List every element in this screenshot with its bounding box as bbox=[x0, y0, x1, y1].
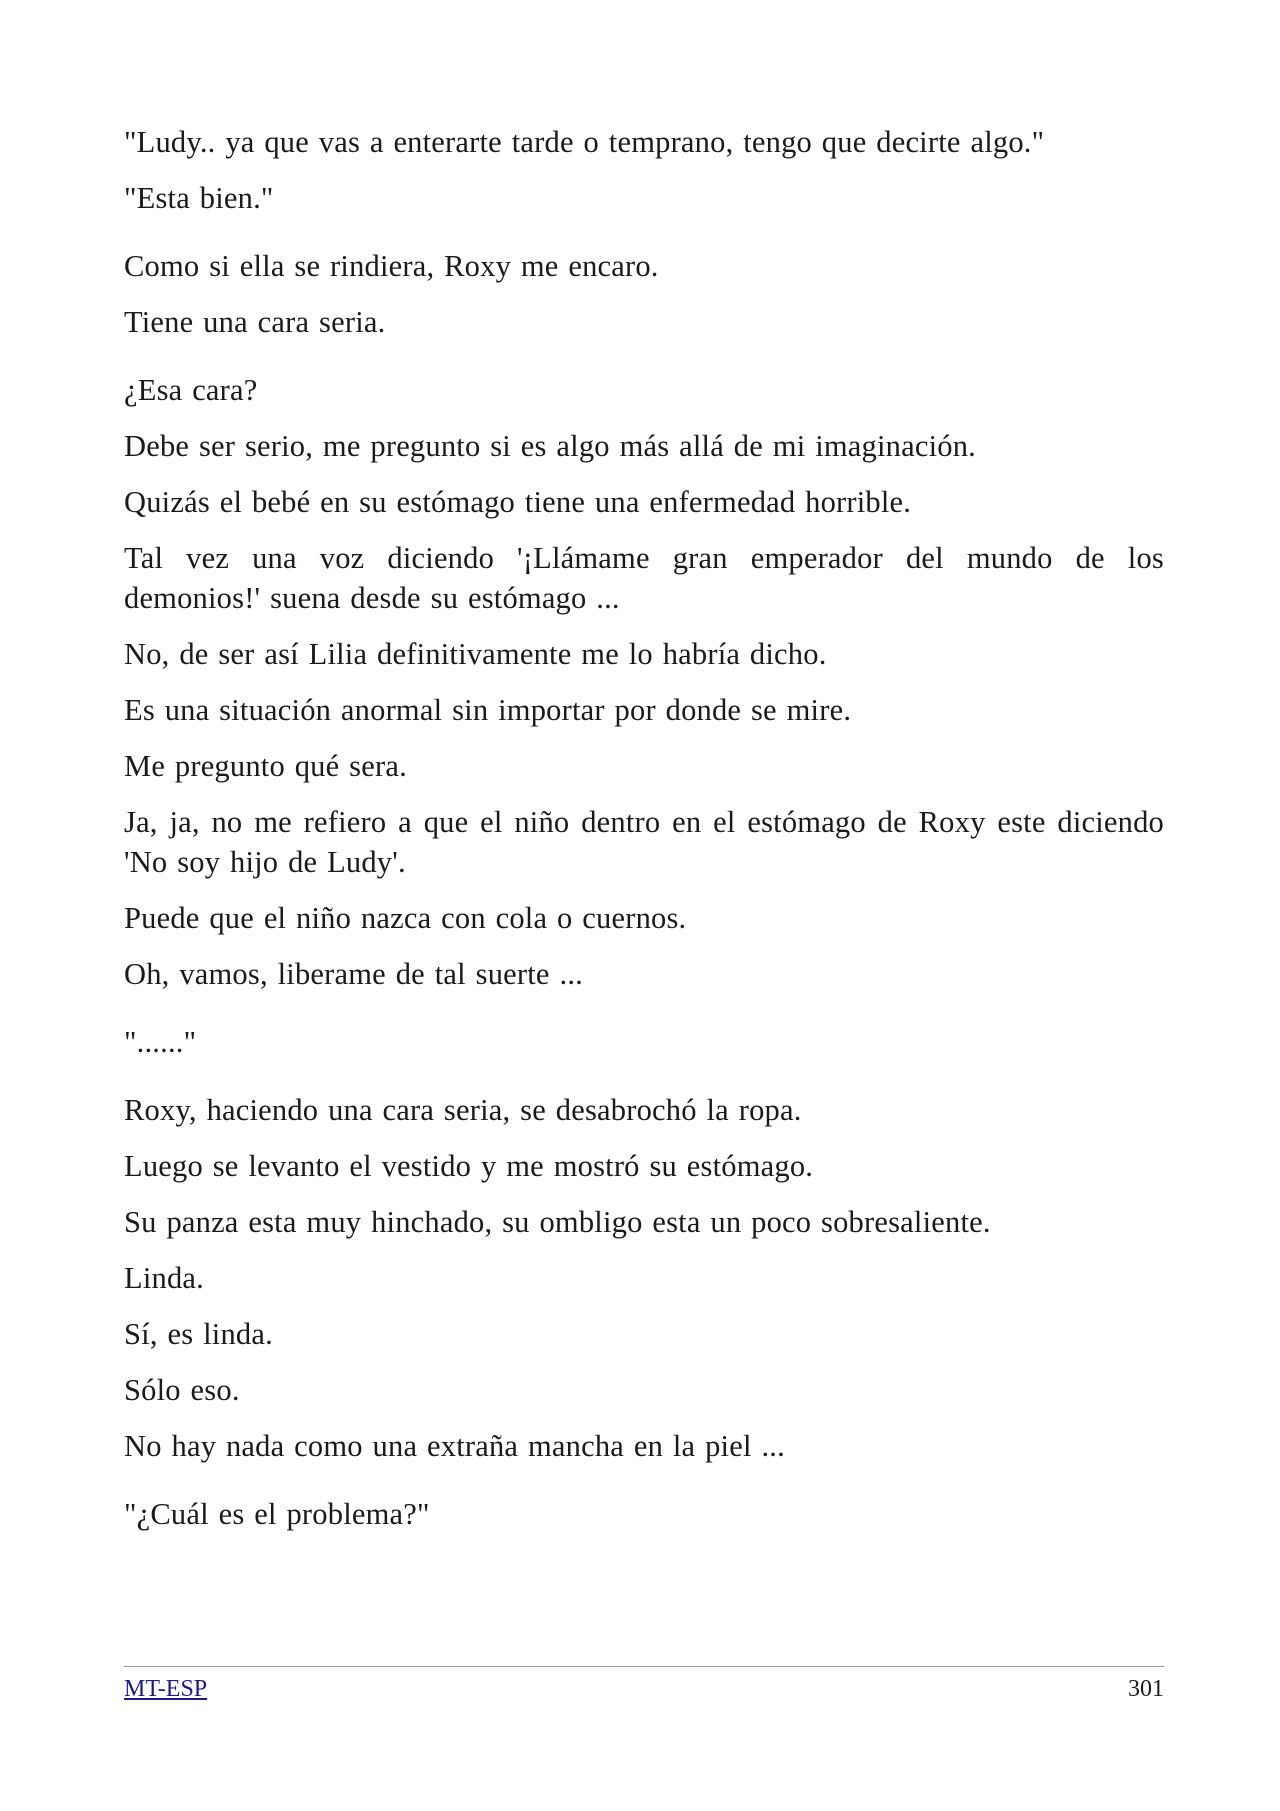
paragraph: ¿Esa cara? bbox=[124, 373, 258, 407]
paragraph: Puede que el niño nazca con cola o cuernos. bbox=[124, 901, 687, 935]
page-number: 301 bbox=[1128, 1676, 1164, 1702]
paragraph: Quizás el bebé en su estómago tiene una enfermedad horrible. bbox=[124, 485, 912, 519]
page-footer bbox=[124, 1666, 1164, 1703]
paragraph: Linda. bbox=[124, 1261, 204, 1295]
paragraph: "Esta bien." bbox=[124, 181, 274, 215]
paragraph: Sí, es linda. bbox=[124, 1317, 273, 1351]
document-body bbox=[124, 122, 1164, 1550]
paragraph: Debe ser serio, me pregunto si es algo más allá de mi imaginación. bbox=[124, 429, 976, 463]
paragraph: Oh, vamos, liberame de tal suerte ... bbox=[124, 957, 583, 991]
paragraph: Roxy, haciendo una cara seria, se desabrochó la ropa. bbox=[124, 1093, 802, 1127]
paragraph: No hay nada como una extraña mancha en la piel ... bbox=[124, 1429, 785, 1463]
paragraph: Como si ella se rindiera, Roxy me encaro. bbox=[124, 249, 659, 283]
source-link[interactable]: MT-ESP bbox=[124, 1676, 208, 1702]
paragraph: "Ludy.. ya que vas a enterarte tarde o temprano, tengo que decirte algo." bbox=[124, 125, 1045, 159]
paragraph: No, de ser así Lilia definitivamente me lo habría dicho. bbox=[124, 637, 827, 671]
paragraph: "......" bbox=[124, 1025, 197, 1059]
paragraph: Su panza esta muy hinchado, su ombligo esta un poco sobresaliente. bbox=[124, 1205, 991, 1239]
paragraph: Tiene una cara seria. bbox=[124, 305, 386, 339]
paragraph: Luego se levanto el vestido y me mostró su estómago. bbox=[124, 1149, 814, 1183]
paragraph: Es una situación anormal sin importar por donde se mire. bbox=[124, 693, 852, 727]
paragraph: Me pregunto qué sera. bbox=[124, 749, 407, 783]
paragraph: Sólo eso. bbox=[124, 1373, 240, 1407]
paragraph: Tal vez una voz diciendo '¡Llámame gran emperador del mundo de los demonios!' suena desde su estómago ... bbox=[124, 541, 1164, 615]
paragraph: "¿Cuál es el problema?" bbox=[124, 1497, 430, 1531]
paragraph: Ja, ja, no me refiero a que el niño dentro en el estómago de Roxy este diciendo 'No soy hijo de Ludy'. bbox=[124, 805, 1164, 879]
